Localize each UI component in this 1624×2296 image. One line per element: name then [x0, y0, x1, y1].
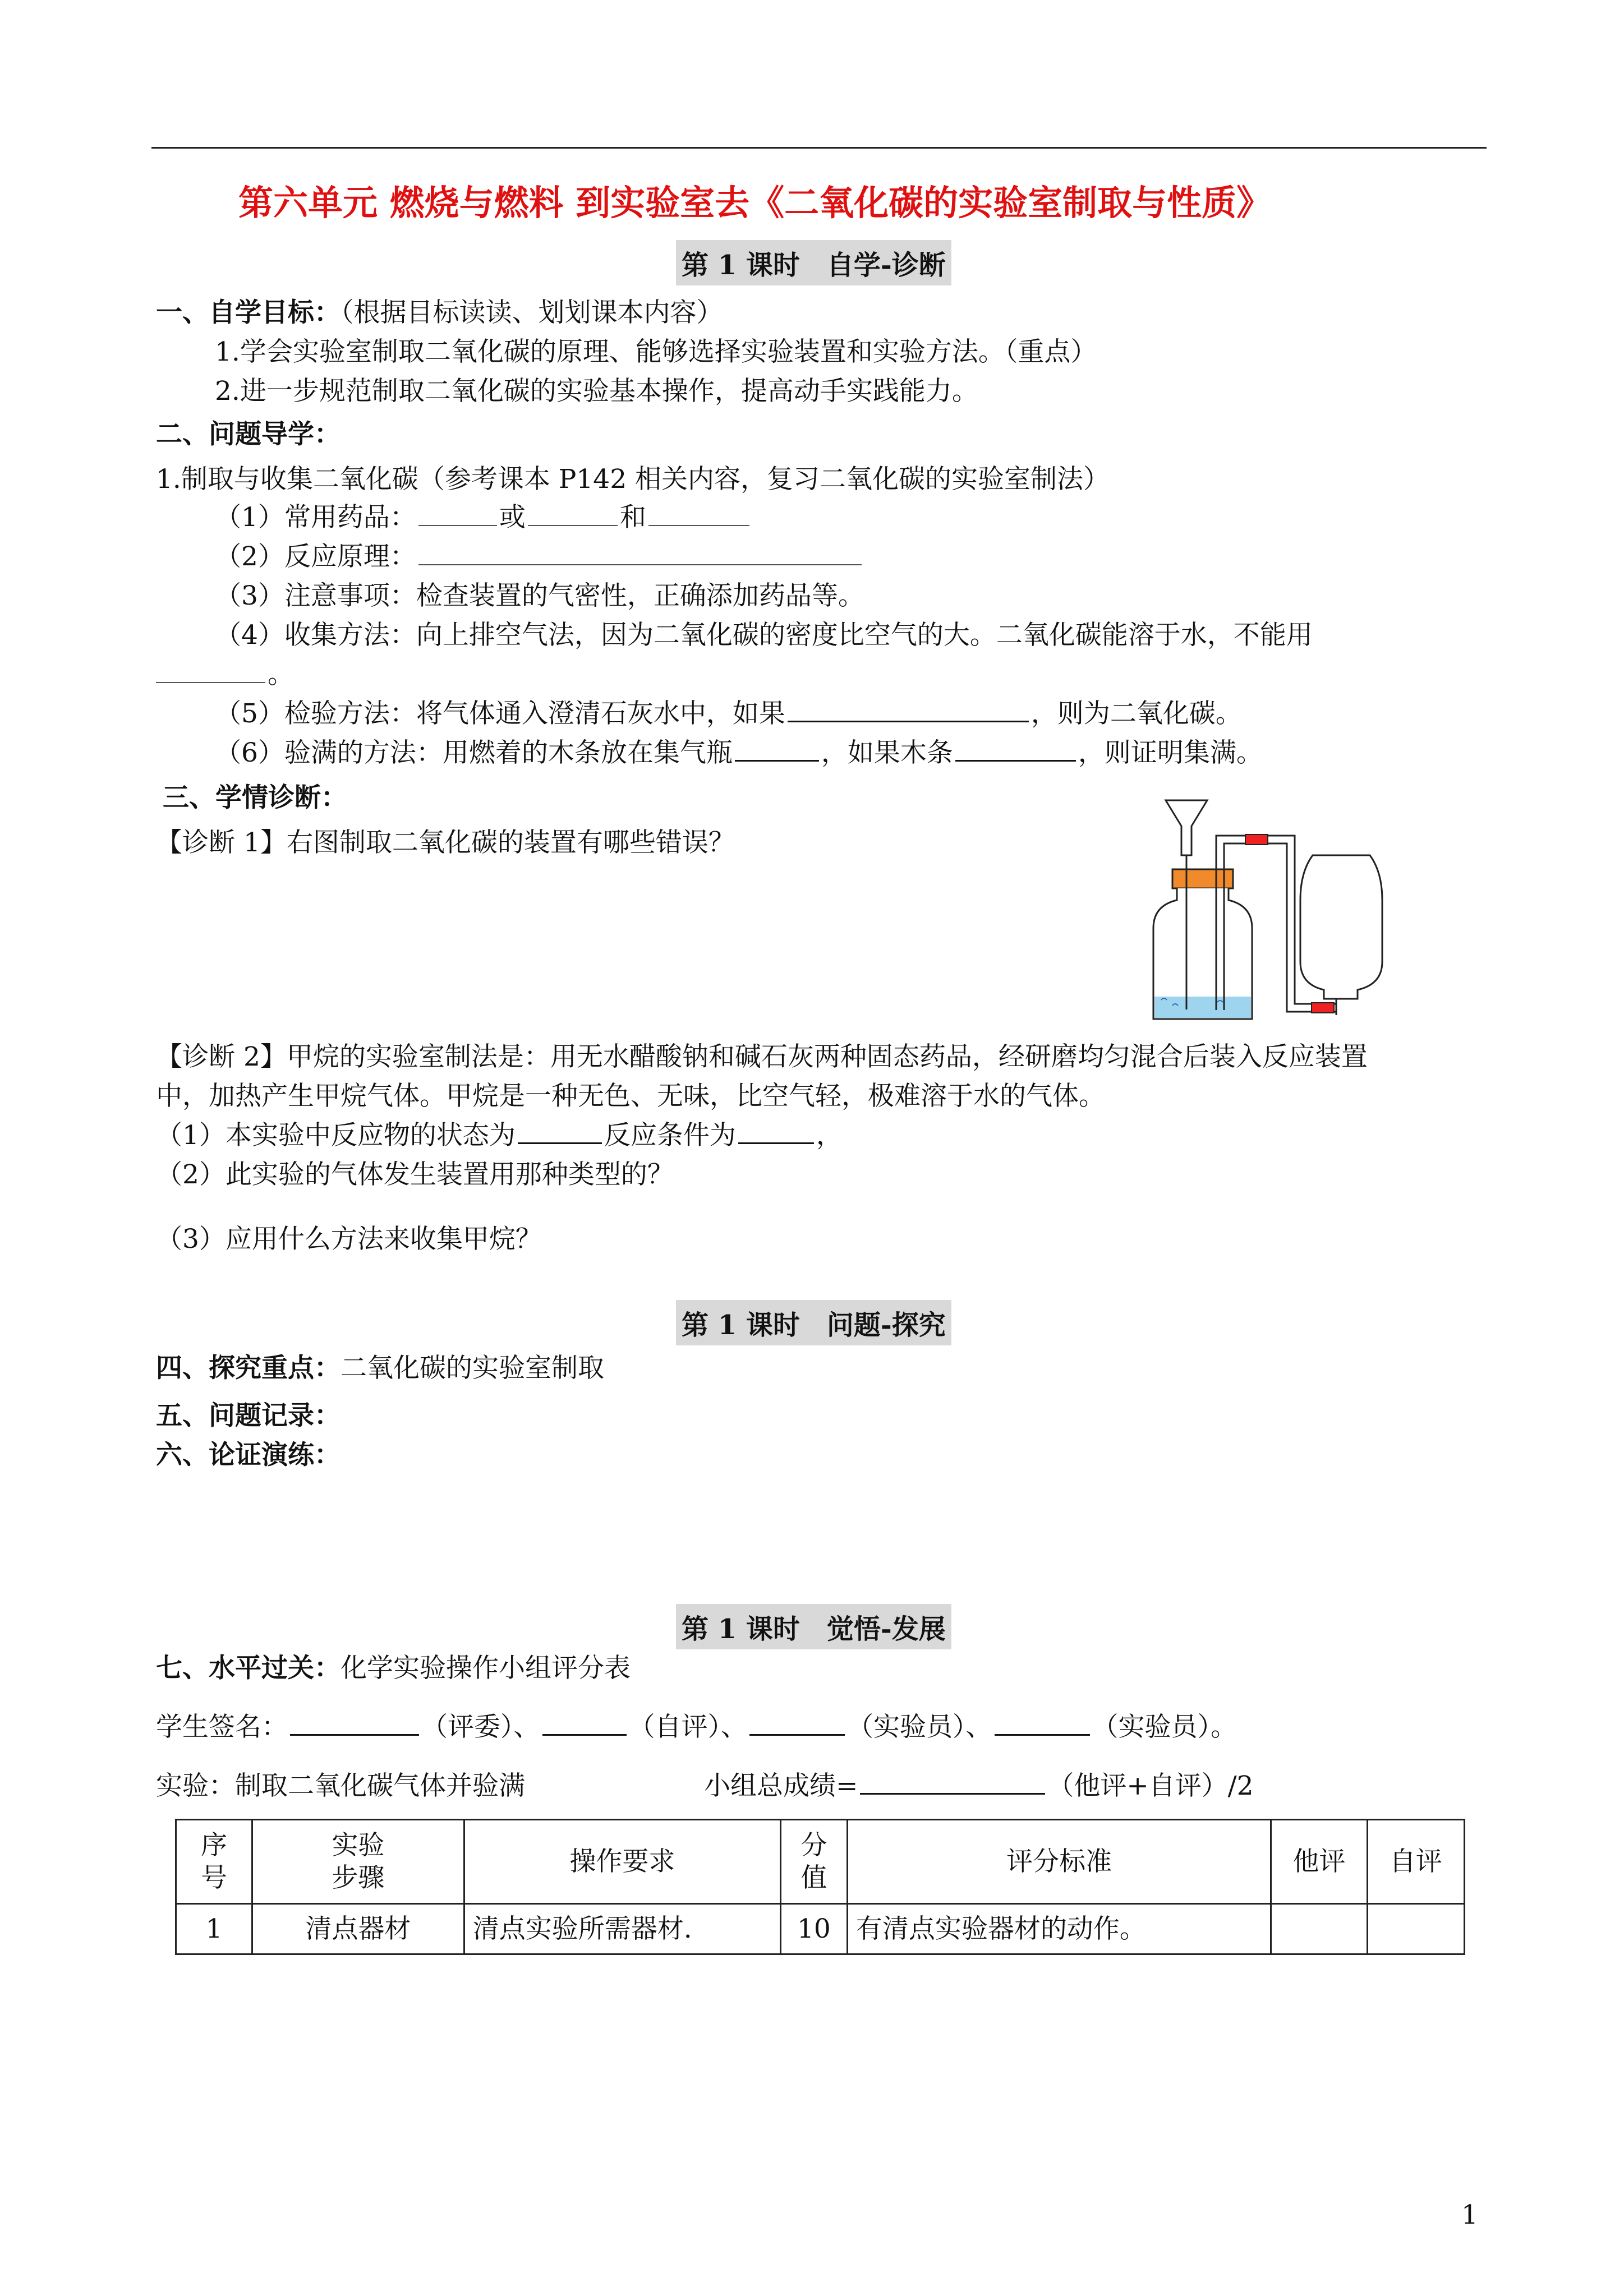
top-rule: [151, 147, 1487, 149]
section-7-line: [156, 1652, 631, 1685]
q1-5-label: （5）检验方法：将气体通入澄清石灰水中，如果: [215, 698, 785, 729]
question-1-5: [215, 697, 1242, 731]
header-requirement: 操作要求: [464, 1820, 780, 1904]
section-7-label: 七、水平过关：: [156, 1653, 341, 1684]
section-7-text: 化学实验操作小组评分表: [341, 1653, 631, 1684]
header-index: 序 号: [176, 1820, 252, 1904]
cell-points: 10: [780, 1904, 847, 1954]
blank-reaction-condition[interactable]: [738, 1119, 814, 1144]
q1-6-label: （6）验满的方法：用燃着的木条放在集气瓶: [215, 737, 733, 768]
cell-step: 清点器材: [252, 1904, 464, 1954]
page-title: 第六单元 燃烧与燃料 到实验室去《二氧化碳的实验室制取与性质》: [238, 182, 1272, 223]
page-number: 1: [1461, 2200, 1478, 2230]
blank-reactant-state[interactable]: [518, 1119, 602, 1144]
group-score-formula: （他评+自评）/2: [1047, 1771, 1254, 1801]
cell-self-score[interactable]: [1367, 1904, 1464, 1954]
bottle-liquid: [1154, 997, 1251, 1018]
section-1-line: [156, 296, 723, 330]
diagnosis-2-q3: （3）应用什么方法来收集甲烷？: [156, 1224, 542, 1255]
goal-item-1: 1.学会实验室制取二氧化碳的原理、能够选择实验装置和实验方法。（重点）: [215, 336, 1097, 367]
section-2-label: 二、问题导学：: [156, 419, 341, 450]
cell-criteria: 有清点实验器材的动作。: [847, 1904, 1271, 1954]
sign-label: 学生签名：: [156, 1712, 288, 1742]
tube-joint-top: [1245, 835, 1268, 845]
d2-q1-label: （1）本实验中反应物的状态为: [156, 1120, 516, 1151]
q1-4-end: 。: [268, 659, 294, 690]
cell-requirement: 清点实验所需器材.: [464, 1904, 780, 1954]
question-1: 1.制取与收集二氧化碳（参考课本 P142 相关内容，复习二氧化碳的实验室制法）: [156, 464, 1110, 495]
table-header-row: [176, 1820, 1465, 1904]
diagnosis-2-q2: （2）此实验的气体发生装置用那种类型的？: [156, 1159, 674, 1190]
collection-bottle: [1300, 855, 1382, 999]
blank-test-result[interactable]: [788, 697, 1029, 722]
sign-experimenter-2: （实验员）。: [1092, 1712, 1237, 1742]
d2-q1-end: ，: [816, 1120, 843, 1151]
blank-reagent-3[interactable]: [648, 501, 749, 526]
group-score-line: [704, 1769, 1254, 1803]
header-criteria: 评分标准: [847, 1820, 1271, 1904]
sign-experimenter-1: （实验员）、: [847, 1712, 992, 1742]
sign-self: （自评）、: [628, 1712, 747, 1742]
section-6-label: 六、论证演练：: [156, 1440, 341, 1470]
section-4-text: 二氧化碳的实验室制取: [341, 1353, 604, 1384]
section-3-label: 三、学情诊断：: [163, 782, 347, 813]
blank-stick-result[interactable]: [955, 736, 1076, 762]
diagnosis-2-line-2: 中，加热产生甲烷气体。甲烷是一种无色、无味，比空气轻，极难溶于水的气体。: [156, 1081, 1105, 1112]
q1-1-or: 或: [499, 502, 526, 533]
experiment-line: [156, 1769, 525, 1803]
section-5-label: 五、问题记录：: [156, 1400, 341, 1431]
header-peer-score: 他评: [1271, 1820, 1367, 1904]
header-points: 分 值: [780, 1820, 847, 1904]
signature-line: [156, 1711, 1237, 1744]
group-score-label: 小组总成绩=: [704, 1771, 858, 1801]
sign-judge: （评委）、: [421, 1712, 540, 1742]
blank-experimenter-2[interactable]: [995, 1711, 1090, 1736]
blank-reagent-1[interactable]: [418, 501, 497, 526]
diagnosis-1: 【诊断 1】右图制取二氧化碳的装置有哪些错误？: [156, 827, 735, 858]
funnel-icon: [1166, 800, 1207, 855]
diagnosis-2-line-1: 【诊断 2】甲烷的实验室制法是：用无水醋酸钠和碱石灰两种固态药品，经研磨均匀混合后装入反应装置: [156, 1041, 1368, 1072]
blank-reaction-principle[interactable]: [418, 541, 862, 565]
section-4-line: [156, 1352, 604, 1385]
d2-q1-mid: 反应条件为: [604, 1120, 736, 1151]
blank-self[interactable]: [542, 1711, 627, 1736]
question-1-2: [215, 540, 864, 574]
tube-joint-bottom: [1312, 1003, 1334, 1013]
blank-reagent-2[interactable]: [528, 501, 618, 526]
score-table: [175, 1819, 1465, 1955]
table-row: [176, 1904, 1465, 1954]
lesson-heading-3: 第 1 课时 觉悟-发展: [676, 1604, 951, 1649]
lesson-heading-1: 第 1 课时 自学-诊断: [676, 240, 951, 285]
question-1-4-cont: [156, 658, 294, 691]
experiment-label: 实验：制取二氧化碳气体并验满: [156, 1771, 525, 1801]
blank-experimenter-1[interactable]: [749, 1711, 845, 1736]
blank-bottle-position[interactable]: [735, 736, 819, 762]
q1-1-label: （1）常用药品：: [215, 502, 416, 533]
blank-collection-method[interactable]: [156, 658, 265, 683]
section-1-label: 一、自学目标：: [156, 297, 341, 328]
blank-judge[interactable]: [290, 1711, 419, 1736]
section-4-label: 四、探究重点：: [156, 1353, 341, 1384]
question-1-3: （3）注意事项：检查装置的气密性，正确添加药品等。: [215, 580, 864, 611]
q1-5-end: ，则为二氧化碳。: [1030, 698, 1242, 729]
blank-group-score[interactable]: [860, 1769, 1045, 1795]
goal-item-2: 2.进一步规范制取二氧化碳的实验基本操作，提高动手实践能力。: [215, 376, 978, 407]
question-1-6: [215, 736, 1263, 770]
q1-6-mid: ，如果木条: [821, 737, 953, 768]
diagnosis-2-q1: [156, 1119, 843, 1152]
header-step: 实验 步骤: [252, 1820, 464, 1904]
header-self-score: 自评: [1367, 1820, 1464, 1904]
section-1-note: （根据目标读读、划划课本内容）: [341, 297, 723, 328]
q1-2-label: （2）反应原理：: [215, 541, 416, 572]
q1-6-end: ，则证明集满。: [1078, 737, 1263, 768]
co2-apparatus-diagram: [1133, 794, 1397, 1029]
question-1-4: （4）收集方法：向上排空气法，因为二氧化碳的密度比空气的大。二氧化碳能溶于水，不能用: [215, 620, 1313, 651]
cell-index: 1: [176, 1904, 252, 1954]
question-1-1: [215, 501, 752, 534]
lesson-heading-2: 第 1 课时 问题-探究: [676, 1300, 951, 1345]
cell-peer-score[interactable]: [1271, 1904, 1367, 1954]
q1-1-and: 和: [619, 502, 646, 533]
